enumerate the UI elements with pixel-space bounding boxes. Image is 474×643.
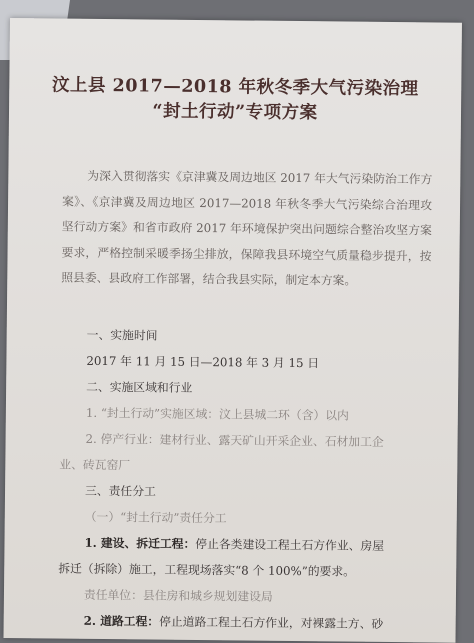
document-page: [4, 18, 462, 643]
item1-responsible: 责任单位：县住房和城乡规划建设局: [83, 587, 273, 604]
section1-heading: 一、实施时间: [86, 327, 158, 343]
item2-label: 2. 道路工程：: [83, 613, 160, 629]
section2-item2-line2: 业、砖瓦窑厂: [59, 457, 131, 473]
document-title-line2: “封土行动”专项方案: [152, 101, 318, 124]
item2-line1-text: 停止道路工程土石方作业，对裸露土方、砂: [159, 614, 384, 631]
intro-paragraph: 为深入贯彻落实《京津冀及周边地区 2017 年大气污染防治工作方案》、《京津冀及周边地区 2017—2018 年秋冬季大气污染综合治理攻坚行动方案》和省市政府 2017 年环境保护突出问题综合整治攻坚方案要求，严格控制采暖季扬尘排放，保障我县环境空气质量稳步提升，按照县委、县政府工作部署，结合我县实际，制定本方案。: [61, 168, 433, 288]
section3-heading: 三、责任分工: [84, 483, 156, 499]
subsection-heading: （一）“封土行动”责任分工: [84, 509, 227, 526]
item1-line1-text: 停止各类建设工程土石方作业、房屋: [195, 536, 385, 553]
item2-line1: [84, 612, 384, 632]
section2-item2-line1: 2. 停产行业：建材行业、露天矿山开采企业、石材加工企: [85, 431, 384, 449]
item1-label: 1. 建设、拆迁工程：: [84, 535, 196, 551]
item1-line2: 拆迁（拆除）施工，工程现场落实“8 个 100%”的要求。: [58, 561, 356, 579]
item1-line1: [84, 534, 384, 554]
section2-heading: 二、实施区域和行业: [86, 379, 193, 395]
document-title-line1: 汶上县 2017—2018 年秋冬季大气污染治理: [51, 75, 419, 100]
section1-time: 2017 年 11 月 15 日—2018 年 3 月 15 日: [86, 353, 320, 371]
section2-item1: 1. “封土行动”实施区域：汶上县城二环（含）以内: [85, 405, 349, 423]
